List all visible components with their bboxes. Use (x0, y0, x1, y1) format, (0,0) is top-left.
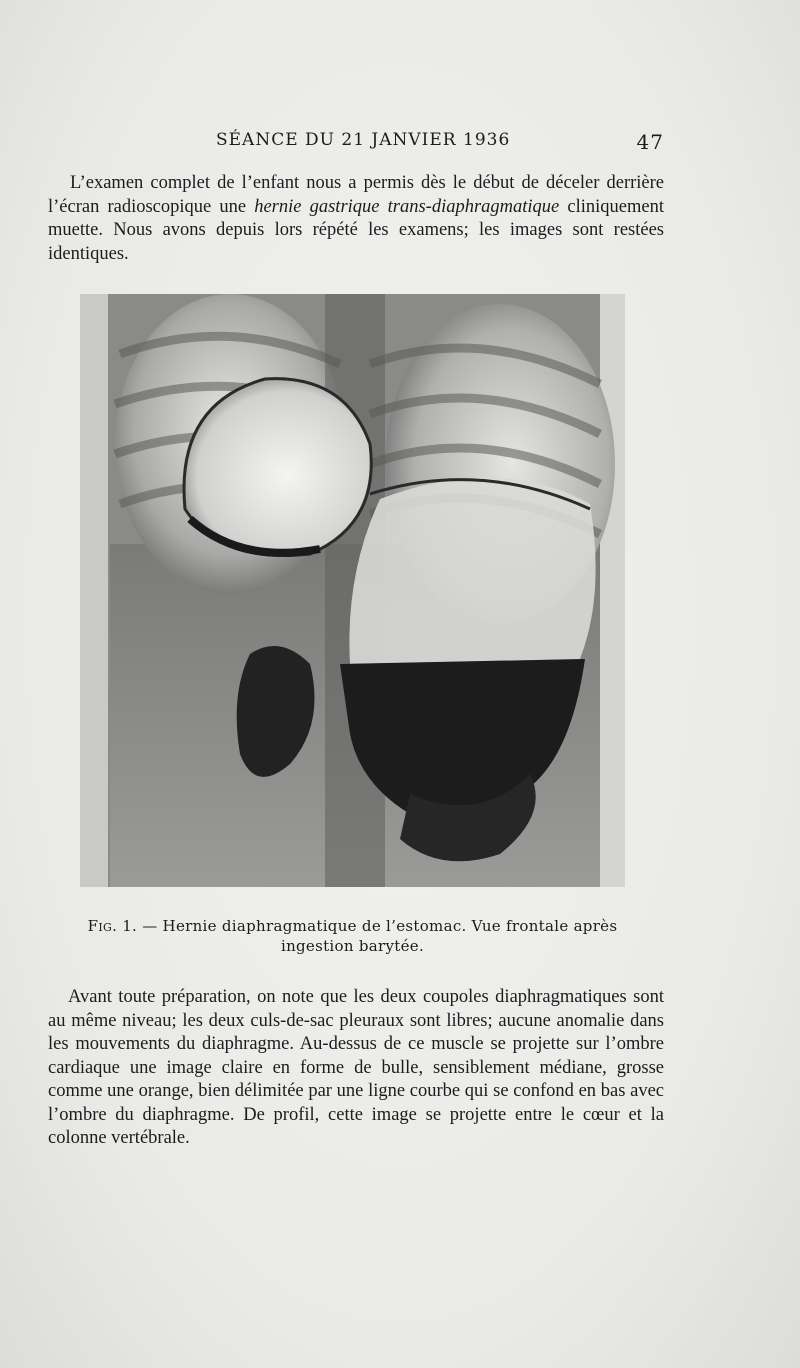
paragraph-intro (48, 172, 664, 266)
paragraph-description-text: Avant toute préparation, on note que les deux coupoles diaphragmatiques sont au même niveau; les deux culs-de-sac pleuraux sont libres; aucune anomalie dans les mouvements du diaphragme. Au-dessus de ce muscle se projette sur l’ombre cardiaque une image claire en forme de bulle, sensiblement médiane, grosse comme une orange, bien délimitée par une ligne courbe qui se confond en bas avec l’ombre du diaphragme. De profil, cette image se projette entre le cœur et la colonne vertébrale. (48, 987, 664, 1148)
running-header (48, 128, 664, 156)
paragraph-intro-text-2: cliniquement muette. Nous avons depuis lors répété les examens; les images sont restées identiques. (48, 196, 664, 264)
page-number: 47 (636, 130, 664, 154)
paragraph-description (48, 986, 664, 1151)
paragraph-intro-italic: hernie gastrique trans-diaphragmatique (254, 196, 560, 217)
figure-caption (80, 916, 625, 956)
running-title: SÉANCE DU 21 JANVIER 1936 (216, 130, 511, 150)
figure-caption-text: — Hernie diaphragmatique de l’estomac. Vue frontale après ingestion barytée. (137, 917, 618, 955)
xray-image (80, 294, 625, 887)
figure-label: Fig. 1. (87, 917, 138, 935)
xray-figure (80, 294, 625, 887)
paragraph-intro-text-1: L’examen complet de l’enfant nous a permis dès le début de déceler derrière l’écran radioscopique une (48, 173, 664, 217)
